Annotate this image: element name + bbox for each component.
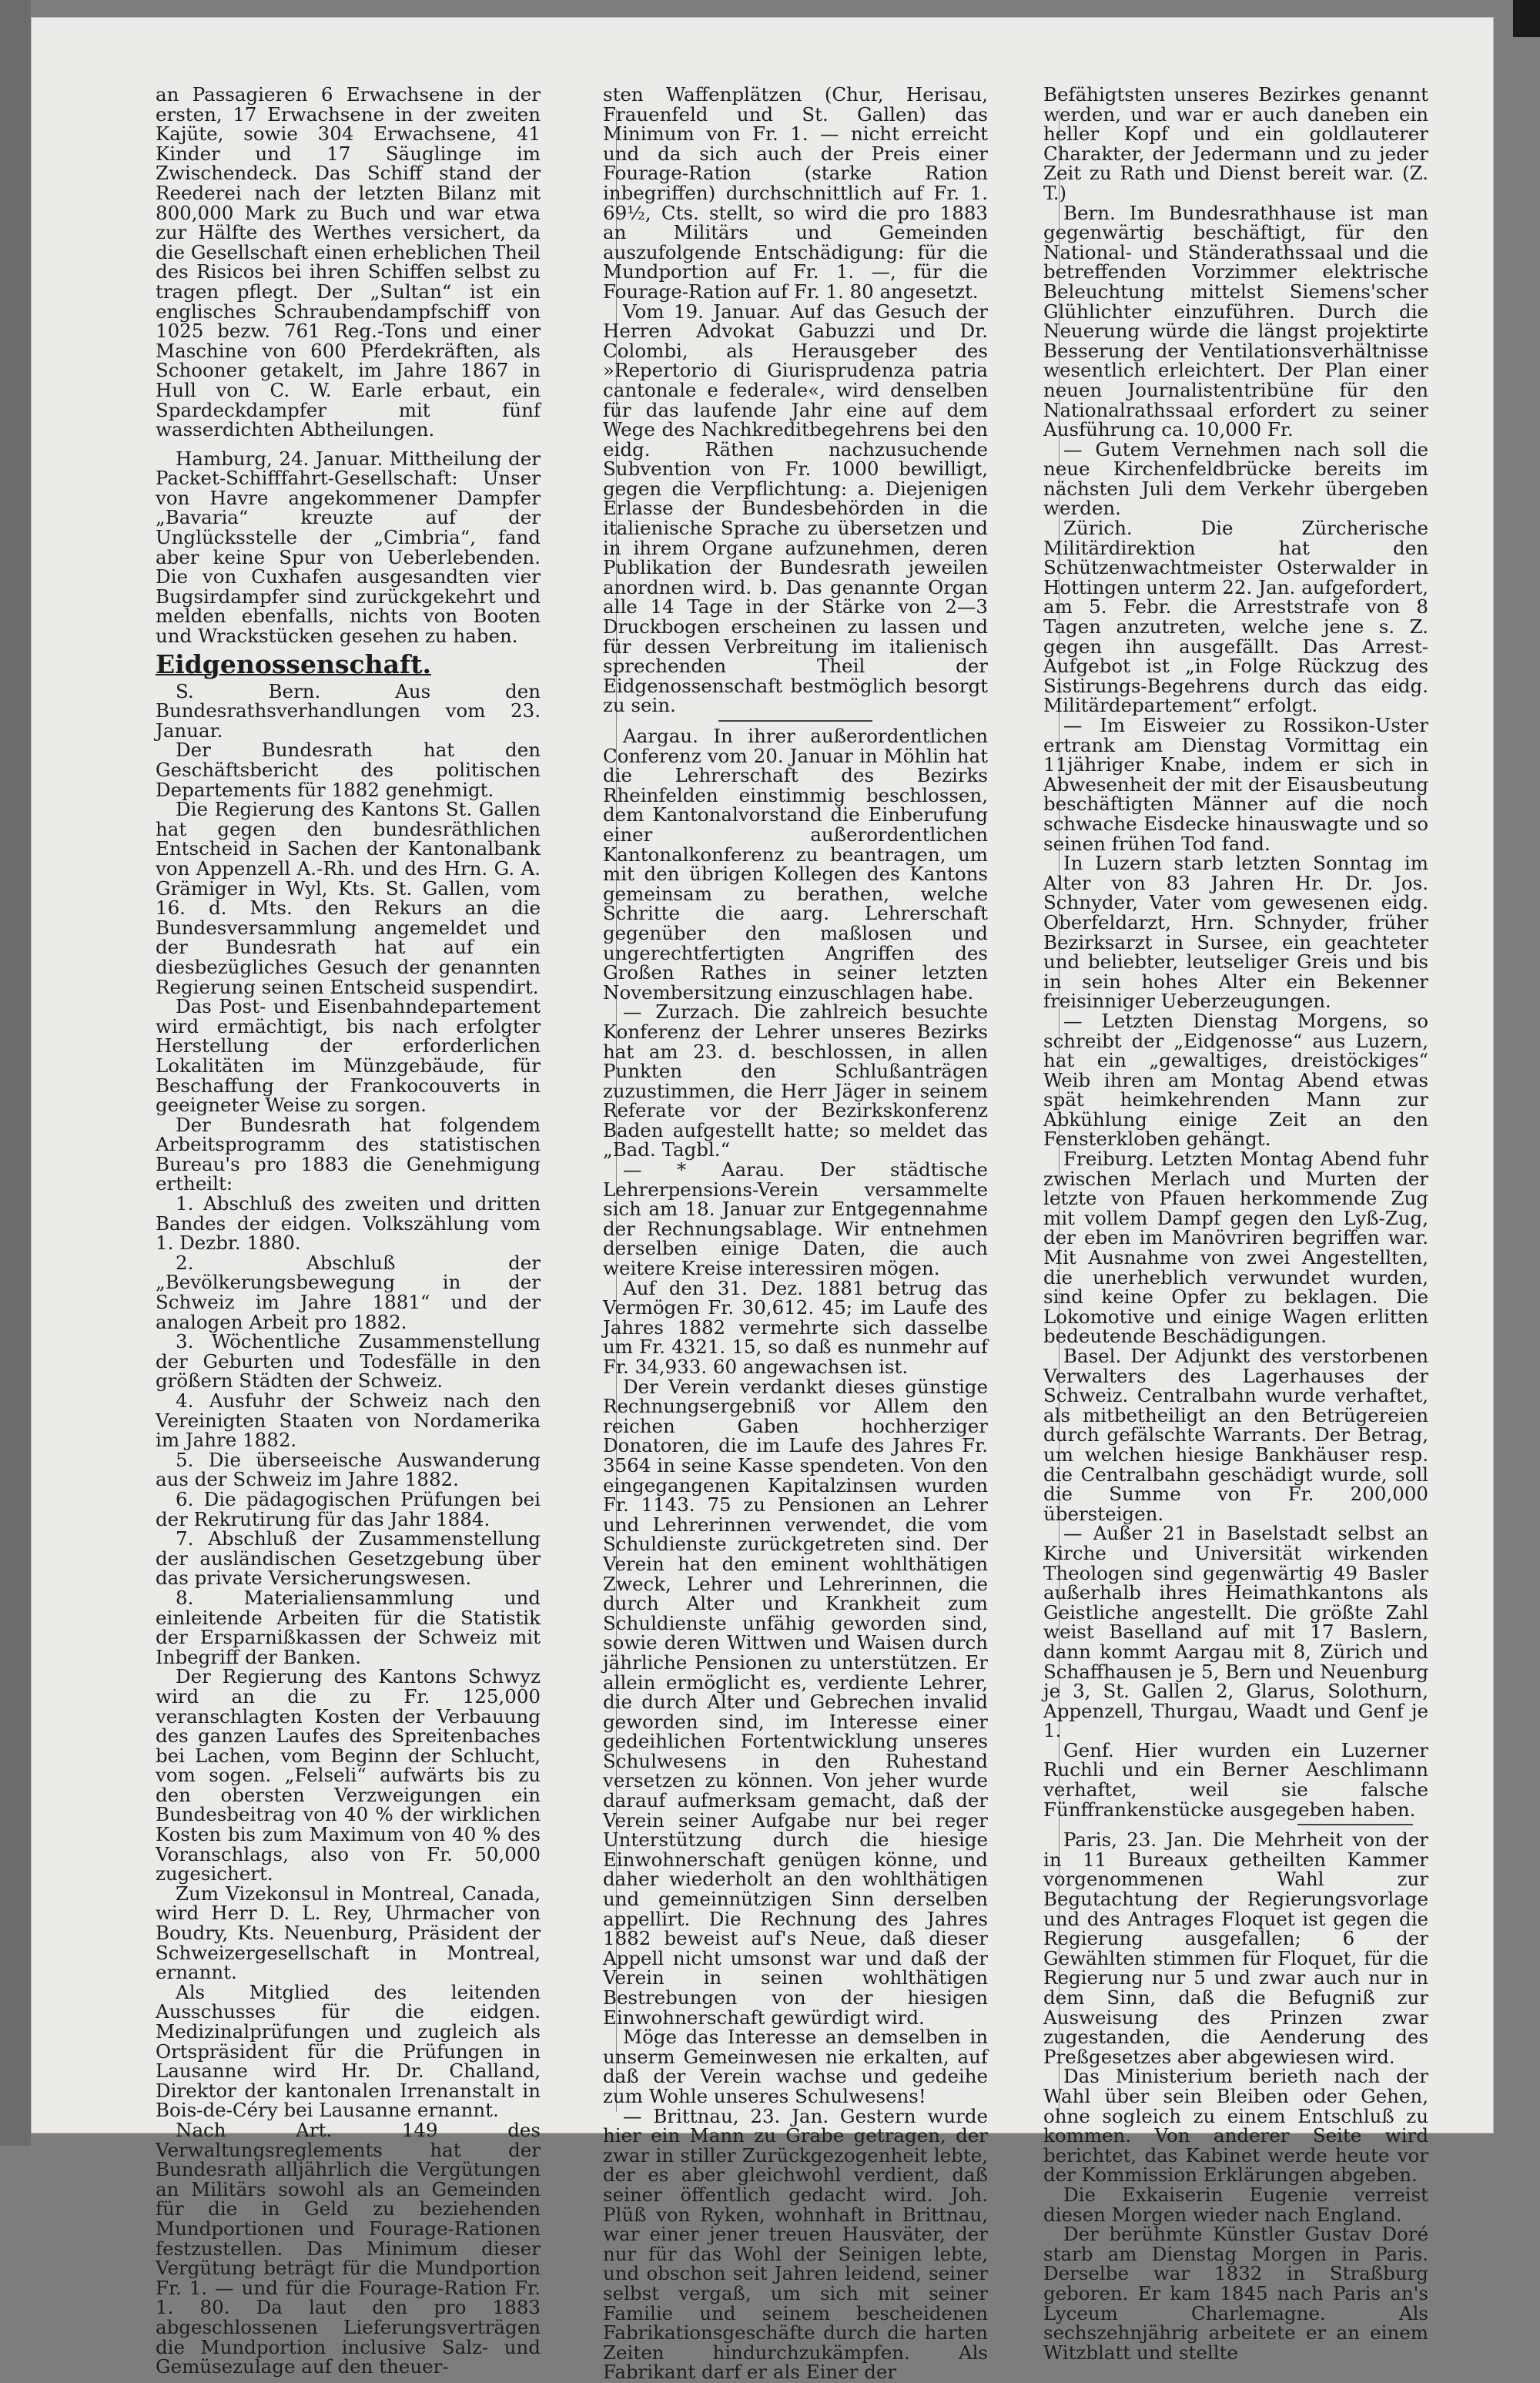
article-text: Das Post- und Eisenbahndepartement wird ermächtigt, bis nach erfolgter Herstellung der erforderlichen Lokalitäten im Münzgebäude, für Beschaffung der Frankocouverts in geeigneter Weise zu sorgen. (156, 995, 541, 1117)
article-freiburg: Freiburg. Letzten Montag Abend fuhr zwischen Merlach und Murten der letzte von Pfauen herkommende Zug mit vollem Dampf gegen den Lyß-Zug, der eben im Manövriren begriffen war. Mit Ausnahme von zwei Angestellten, die unerheblich verwundet wurden, sind keine Opfer zu beklagen. Die Lokomotive und einige Wagen erlitten bedeutende Beschädigungen. (1043, 1148, 1428, 1348)
article-hamburg: Hamburg, 24. Januar. Mittheilung der Packet-Schifffahrt-Gesellschaft: Unser von Havre angekommener Dampfer „Bavaria“ kreuzte auf der Unglücksstelle der „Cimbria“, fand aber keine Spur von Ueberlebenden. Die von Cuxhafen ausgesandten vier Bugsirdampfer sind zurückgekehrt und melden ebenfalls, nichts von Booten und Wrackstücken gesehen zu haben. (156, 447, 541, 648)
article-text: — Im Eisweier zu Rossikon-Uster ertrank am Dienstag Vormittag ein 11jähriger Knabe, indem er sich in Abwesenheit der mit der Eisausbeutung beschäftigten Männer auf die noch schwache Eisdecke hinauswagte und so seinen frühen Tod fand. (1043, 714, 1428, 855)
article-bern: S. Bern. Aus den Bundesrathsverhandlungen vom 23. Januar. (156, 679, 541, 742)
article-text: Nach Art. 149 des Verwaltungsreglements hat der Bundesrath alljährlich die Vergütungen an Militärs sowohl als an Gemeinden für die in Geld zu beziehenden Mundportionen und Fourage-Rationen festzustellen. Das Minimum dieser Vergütung beträgt für die Mundportion Fr. 1. — und für die Fourage-Ration Fr. 1. 80. Da laut den pro 1883 abgeschlossenen Lieferungsverträgen die Mundportion inclusive Salz- und Gemüsezulage auf den theuer- (156, 2118, 541, 2378)
list-item: 6. Die pädagogischen Prüfungen bei der Rekrutirung für das Jahr 1884. (156, 1487, 541, 1530)
list-item: 3. Wöchentliche Zusammenstellung der Geburten und Todesfälle in den größern Städten der Schweiz. (156, 1330, 541, 1393)
article-text: Befähigtsten unseres Bezirkes genannt werden, und war er auch daneben ein heller Kopf und ein goldlauterer Charakter, der Jedermann und zu jeder Zeit zu Rath und Dienst bereit war. (Z. T.) (1043, 83, 1428, 204)
article-zurich: Zürich. Die Zürcherische Militärdirektion hat den Schützenwachtmeister Osterwalder in Hottingen unterm 22. Jan. aufgefordert, am 5. Febr. die Arreststrafe von 8 Tagen anzutreten, welche jene s. Z. gegen ihn ausgefällt. Das Arrest-Aufgebot ist „in Folge Rückzug des Sistirungs-Begehrens durch das eidg. Militärdepartement“ erfolgt. (1043, 517, 1428, 717)
article-zurzach: — Zurzach. Die zahlreich besuchte Konferenz der Lehrer unseres Bezirks hat am 23. d. beschlossen, in allen Punkten den Schlußanträgen zuzustimmen, die Herr Jäger in seinem Referate vor der Bezirkskonferenz Baden aufgestellt hatte; so meldet das „Bad. Tagbl.“ (603, 1000, 988, 1161)
article-text: Der Verein verdankt dieses günstige Rechnungsergebniß vor Allem den reichen Gaben hochherziger Donatoren, die im Laufe des Jahres Fr. 3564 in seine Kasse spendeten. Von den eingegangenen Kapitalzinsen wurden Fr. 1143. 75 zu Pensionen an Lehrer und Lehrerinnen verwendet, die vom Schuldienste zurückgetreten sind. Der Verein hat den eminent wohlthätigen Zweck, Lehrer und Lehrerinnen, die durch Alter und Krankheit zum Schuldienste unfähig geworden sind, sowie deren Wittwen und Waisen durch jährliche Pensionen zu unterstützen. Er allein ermöglicht es, verdiente Lehrer, die durch Alter und Gebrechen invalid geworden sind, im Interesse einer gedeihlichen Fortentwicklung unseres Schulwesens in den Ruhestand versetzen zu können. Von jeher wurde darauf aufmerksam gemacht, daß der Verein seiner Aufgabe nur bei reger Unterstützung durch die hiesige Einwohnerschaft genügen könne, und daher wiederholt an den wohlthätigen und gemeinnützigen Sinn derselben appellirt. Die Rechnung des Jahres 1882 beweist auf's Neue, daß dieser Appell nicht umsonst war und daß der Verein in seinen wohlthätigen Bestrebungen von der hiesigen Einwohnerschaft gewürdigt wird. (603, 1375, 988, 2029)
section-heading: Eidgenossenschaft. (156, 649, 431, 679)
article-text: sten Waffenplätzen (Chur, Herisau, Frauenfeld und St. Gallen) das Minimum von Fr. 1. — nicht erreicht und da sich auch der Preis einer Fourage-Ration (starke Ration inbegriffen) durchschnittlich auf Fr. 1. 69½, Cts. stellt, so wird die pro 1883 an Militärs und Gemeinden auszufolgende Entschädigung: für die Mundportion auf Fr. 1. —, für die Fourage-Ration auf Fr. 1. 80 angesetzt. (603, 83, 988, 303)
list-item: 4. Ausfuhr der Schweiz nach den Vereinigten Staaten von Nordamerika im Jahre 1882. (156, 1389, 541, 1452)
article-text: Als Mitglied des leitenden Ausschusses für die eidgen. Medizinalprüfungen und zugleich als Ortspräsident für die Prüfungen in Lausanne wird Hr. Dr. Challand, Direktor der kantonalen Irrenanstalt in Bois-de-Céry bei Lausanne ernannt. (156, 1980, 541, 2122)
article-text: Der Bundesrath hat den Geschäftsbericht des politischen Departements für 1882 genehmigt. (156, 739, 541, 801)
article-bern: Bern. Im Bundesrathhause ist man gegenwärtig beschäftigt, für den National- und Ständerathssaal und die betreffenden Vorzimmer elektrische Beleuchtung mittelst Siemens'scher Glühlichter einzuführen. Durch die Neuerung würde die längst projektirte Besserung der Ventilationsverhältnisse wesentlich erleichtert. Der Plan einer neuen Journalistentribüne für den Nationalrathssaal erfordert zu seiner Ausführung ca. 10,000 Fr. (1043, 201, 1428, 441)
article-aarau: — * Aarau. Der städtische Lehrerpensions-Verein versammelte sich am 18. Januar zur Entgegennahme der Rechnungsablage. Wir entnehmen derselben einige Daten, die auch weitere Kreise interessiren mögen. (603, 1158, 988, 1280)
column-2 (603, 85, 988, 2382)
article-text: Der Bundesrath hat folgendem Arbeitsprogramm des statistischen Bureau's pro 1883 die Genehmigung ertheilt: (156, 1113, 541, 1195)
list-item: 5. Die überseeische Auswanderung aus der Schweiz im Jahre 1882. (156, 1448, 541, 1491)
article-aargau: Aargau. In ihrer außerordentlichen Conferenz vom 20. Januar in Möhlin hat die Lehrerschaft des Bezirks Rheinfelden einstimmig beschlossen, dem Kantonalvorstand die Einberufung einer außerordentlichen Kantonalkonferenz zu beantragen, um mit den übrigen Kollegen des Kantons gemeinsam zu berathen, welche Schritte die aarg. Lehrerschaft gegenüber den maßlosen und ungerechtfertigten Angriffen des Großen Rathes in seiner letzten Novembersitzung einzuschlagen habe. (603, 725, 988, 1004)
article-text: — Außer 21 in Baselstadt selbst an Kirche und Universität wirkenden Theologen sind gegenwärtig 49 Basler außerhalb ihres Heimathkantons als Geistliche angestellt. Die größte Zahl weist Baselland auf mit 17 Baslern, dann kommt Aargau mit 8, Zürich und Schaffhausen je 5, Bern und Neuenburg je 3, St. Gallen 2, Glarus, Solothurn, Appenzell, Thurgau, Waadt und Genf je 1. (1043, 1522, 1428, 1742)
article-text: Die Exkaiserin Eugenie verreist diesen Morgen wieder nach England. (1043, 2183, 1428, 2226)
article-paris: Paris, 23. Jan. Die Mehrheit von der in 11 Bureaux getheilten Kammer vorgenommenen Wahl zur Begutachtung der Regierungsvorlage und des Antrages Floquet ist gegen die Regierung ausgefallen; 6 der Gewählten stimmen für Floquet, für die Regierung nur 5 und zwar auch nur in dem Sinn, daß die Befugniß zur Ausweisung des Prinzen zwar zugestanden, die Aenderung des Preßgesetzes aber abgewiesen wird. (1043, 1828, 1428, 2068)
separator-rule (1297, 1824, 1413, 1825)
article-basel: Basel. Der Adjunkt des verstorbenen Verwalters des Lagerhauses der Schweiz. Centralbahn wurde verhaftet, als mitbetheiligt an den Betrügereien durch gefälschte Warrants. Der Betrag, um welchen hiesige Bankhäuser resp. die Centralbahn geschädigt wurde, soll die Summe von Fr. 200,000 übersteigen. (1043, 1345, 1428, 1525)
article-text: Möge das Interesse an demselben in unserm Gemeinwesen nie erkalten, auf daß der Verein wachse und gedeihe zum Wohle unseres Schulwesens! (603, 2026, 988, 2107)
list-item: 2. Abschluß der „Bevölkerungsbewegung in der Schweiz im Jahre 1881“ und der analogen Arbeit pro 1882. (156, 1251, 541, 1333)
article-text: Die Regierung des Kantons St. Gallen hat gegen den bundesräthlichen Entscheid in Sachen der Kantonalbank von Appenzell A.-Rh. und des Hrn. G. A. Grämiger in Wyl, Kts. St. Gallen, vom 16. d. Mts. den Rekurs an die Bundesversammlung angemeldet und der Bundesrath hat auf ein diesbezügliches Gesuch der genannten Regierung seinen Entscheid suspendirt. (156, 798, 541, 998)
column-1 (156, 85, 541, 2377)
article-luzern: In Luzern starb letzten Sonntag im Alter von 83 Jahren Hr. Dr. Jos. Schnyder, Vater vom gewesenen eidg. Oberfeldarzt, Hrn. Schnyder, früher Bezirksarzt in Sursee, ein geachteter und beliebter, leutseliger Greis und bis in sein hohes Alter ein Bekenner freisinniger Ueberzeugungen. (1043, 852, 1428, 1013)
page-corner-mark (1513, 0, 1540, 37)
list-item: 1. Abschluß des zweiten und dritten Bandes der eidgen. Volkszählung vom 1. Dezbr. 1880. (156, 1192, 541, 1255)
article-text: — Gutem Vernehmen nach soll die neue Kirchenfeldbrücke bereits im nächsten Juli dem Verkehr übergeben werden. (1043, 437, 1428, 520)
column-3 (1043, 85, 1428, 2362)
article-brittnau: — Brittnau, 23. Jan. Gestern wurde hier ein Mann zu Grabe getragen, der zwar in stiller Zurückgezogenheit lebte, der es aber gleichwohl verdient, daß seiner öffentlich gedacht wird. Joh. Plüß von Ryken, wohnhaft in Brittnau, war einer jener treuen Hausväter, der nur für das Wohl der Seinigen lebte, und obschon seit Jahren leidend, seiner selbst vergaß, um sich mit seiner Familie und seinem bescheidenen Fabrikationsgeschäfte durch die harten Zeiten hindurchzukämpfen. Als Fabrikant darf er als Einer der (603, 2104, 988, 2383)
article-text: Auf den 31. Dez. 1881 betrug das Vermögen Fr. 30,612. 45; im Laufe des Jahres 1882 vermehrte sich dasselbe um Fr. 4321. 15, so daß es nunmehr auf Fr. 34,933. 60 angewachsen ist. (603, 1276, 988, 1378)
book-binding-edge (0, 0, 31, 2146)
article-genf: Genf. Hier wurden ein Luzerner Ruchli und ein Berner Aeschlimann verhaftet, weil sie falsche Fünffrankenstücke ausgegeben haben. (1043, 1738, 1428, 1821)
article-text: Der berühmte Künstler Gustav Doré starb am Dienstag Morgen in Paris. Derselbe war 1832 in Straßburg geboren. Er kam 1845 nach Paris an's Lyceum Charlemagne. Als sechszehnjährig arbeitete er an einem Witzblatt und stellte (1043, 2223, 1428, 2364)
separator-rule (718, 720, 872, 722)
article-text: — Letzten Dienstag Morgens, so schreibt der „Eidgenosse“ aus Luzern, hat ein „gewaltiges, dreistöckiges“ Weib ihren am Montag Abend etwas spät heimkehrenden Mann zur Abkühlung einige Zeit an den Fensterkloben gehängt. (1043, 1009, 1428, 1151)
article-text: Der Regierung des Kantons Schwyz wird an die zu Fr. 125,000 veranschlagten Kosten der Verbauung des ganzen Laufes des Spreitenbaches bei Lachen, vom Beginn der Schlucht, vom sogen. „Felseli“ aufwärts bis zu den obersten Verzweigungen ein Bundesbeitrag von 40 % der wirklichen Kosten bis zum Maximum von 40 % des Voranschlags, also von Fr. 50,000 zugesichert. (156, 1665, 541, 1885)
article-text: Vom 19. Januar. Auf das Gesuch der Herren Advokat Gabuzzi und Dr. Colombi, als Herausgeber des »Repertorio di Giurisprudenza patria cantonale e federale«, wird denselben für das laufende Jahr eine auf dem Wege des Nachkreditbegehrens bei den eidg. Räthen nachzusuchende Subvention von Fr. 1000 bewilligt, gegen die Verpflichtung: a. Diejenigen Erlasse der Bundesbehörden in die italienische Sprache zu übersetzen und in ihrem Organe aufzunehmen, deren Publikation der Bundesrath jeweilen anordnen wird. b. Das genannte Organ alle 14 Tage in der Stärke von 2—3 Druckbogen erscheinen zu lassen und für dessen Verbreitung im italienisch sprechenden Theil der Eidgenossenschaft bestmöglich besorgt zu sein. (603, 300, 988, 717)
list-item: 7. Abschluß der Zusammenstellung der ausländischen Gesetzgebung über das private Versicherungswesen. (156, 1527, 541, 1590)
list-item: 8. Materialiensammlung und einleitende Arbeiten für die Statistik der Ersparnißkassen der Schweiz mit Inbegriff der Banken. (156, 1586, 541, 1668)
article-text: an Passagieren 6 Erwachsene in der ersten, 17 Erwachsene in der zweiten Kajüte, sowie 304 Erwachsene, 41 Kinder und 17 Säuglinge im Zwischendeck. Das Schiff stand der Reederei nach der letzten Bilanz mit 800,000 Mark zu Buch und war etwa zur Hälfte des Werthes versichert, da die Gesellschaft einen erheblichen Theil des Risicos bei ihren Schiffen selbst zu tragen pflegt. Der „Sultan“ ist ein englisches Schraubendampfschiff von 1025 bezw. 761 Reg.-Tons und einer Maschine von 600 Pferdekräften, als Schooner getakelt, im Jahre 1867 in Hull von C. W. Earle erbaut, ein Spardeckdampfer mit fünf wasserdichten Abtheilungen. (156, 83, 541, 441)
article-text: Das Ministerium berieth nach der Wahl über sein Bleiben oder Gehen, ohne sogleich zu einem Entschluß zu kommen. Von anderer Seite wird berichtet, das Kabinet werde heute vor der Kommission Erklärungen abgeben. (1043, 2065, 1428, 2187)
article-text: Zum Vizekonsul in Montreal, Canada, wird Herr D. L. Rey, Uhrmacher von Boudry, Kts. Neuenburg, Präsident der Schweizergesellschaft in Montreal, ernannt. (156, 1882, 541, 1984)
